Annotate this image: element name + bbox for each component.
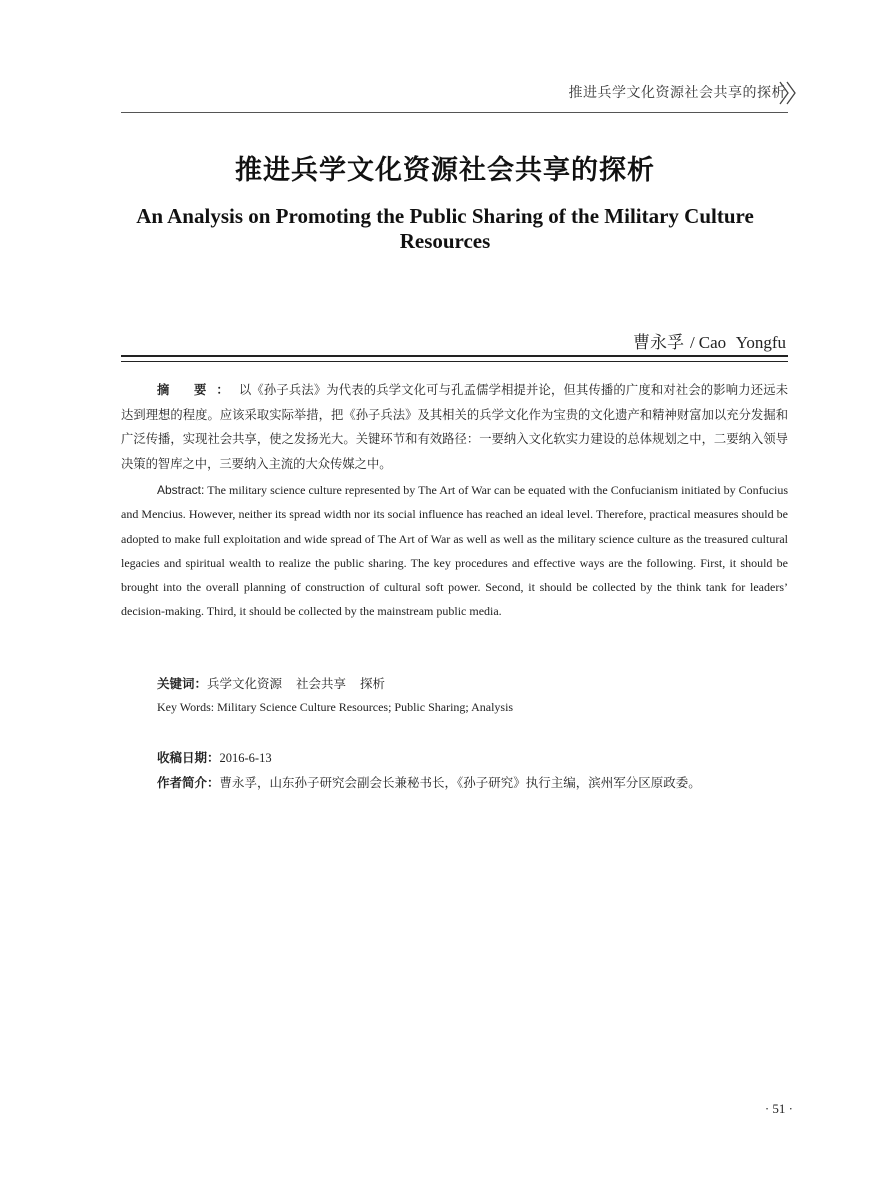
double-chevron-right-icon bbox=[778, 80, 798, 106]
received-date bbox=[157, 748, 272, 766]
abstract-en-label: Abstract: bbox=[157, 483, 205, 497]
author-name-chinese: 曹永孚 bbox=[633, 333, 685, 353]
author-bio-text: 曹永孚，山东孙子研究会副会长兼秘书长，《孙子研究》执行主编，滨州军分区原政委。 bbox=[219, 775, 701, 790]
abstract-en-text: The military science culture represented by The Art of War can be equated with the Confucianism initiated by Confucius and Mencius. However, neither its spread width nor its social influence has reached an ideal level. Therefore, practical measures should be adopted to make full exploitation and wide spread of The Art of War as well as well as the military science culture as the treasured cultural legacies and spiritual wealth to realize the public sharing. The key procedures and effective ways are the following. First, it should be brought into the overall planning of construction of cultural soft power. Second, it should be collected by the think tank for leaders’ decision-making. Third, it should be collected by the mainstream public media. bbox=[121, 483, 788, 619]
keywords-cn-label: 关键词： bbox=[157, 676, 208, 691]
abstract-english bbox=[121, 478, 788, 624]
received-label: 收稿日期： bbox=[157, 750, 220, 765]
running-header-title: 推进兵学文化资源社会共享的探析 bbox=[568, 85, 786, 101]
keywords-chinese bbox=[157, 674, 399, 692]
author-bio-label: 作者简介： bbox=[157, 775, 220, 790]
received-date-value: 2016-6-13 bbox=[219, 751, 272, 765]
abstract-cn-label: 摘 要： bbox=[157, 383, 239, 397]
abstract-cn-text: 以《孙子兵法》为代表的兵学文化可与孔孟儒学相提并论，但其传播的广度和对社会的影响力还远未达到理想的程度。应该采取实际举措，把《孙子兵法》及其相关的兵学文化作为宝贵的文化遗产和精神财富加以充分发掘和广泛传播，实现社会共享，使之发扬光大。关键环节和有效路径：一要纳入文化软实力建设的总体规划之中，二要纳入领导决策的智库之中，三要纳入主流的大众传媒之中。 bbox=[121, 383, 788, 471]
author-name-english: Cao Yongfu bbox=[698, 333, 786, 352]
keyword-item: 兵学文化资源 bbox=[207, 676, 283, 691]
author-bio bbox=[157, 773, 701, 791]
author-separator: / bbox=[690, 333, 695, 352]
author-divider bbox=[121, 355, 788, 362]
author-line bbox=[633, 328, 786, 353]
abstract-chinese bbox=[121, 378, 788, 476]
keywords-english bbox=[157, 700, 513, 715]
english-title: An Analysis on Promoting the Public Sharing of the Military Culture Resources bbox=[136, 204, 754, 253]
keywords-en-text: Military Science Culture Resources; Public Sharing; Analysis bbox=[217, 700, 514, 714]
keyword-item: 社会共享 bbox=[296, 676, 347, 691]
keywords-en-label: Key Words: bbox=[157, 700, 215, 714]
chinese-title: 推进兵学文化资源社会共享的探析 bbox=[235, 155, 655, 186]
keyword-item: 探析 bbox=[360, 676, 386, 691]
page-number: · 51 · bbox=[764, 1101, 793, 1116]
header-divider bbox=[121, 112, 788, 113]
